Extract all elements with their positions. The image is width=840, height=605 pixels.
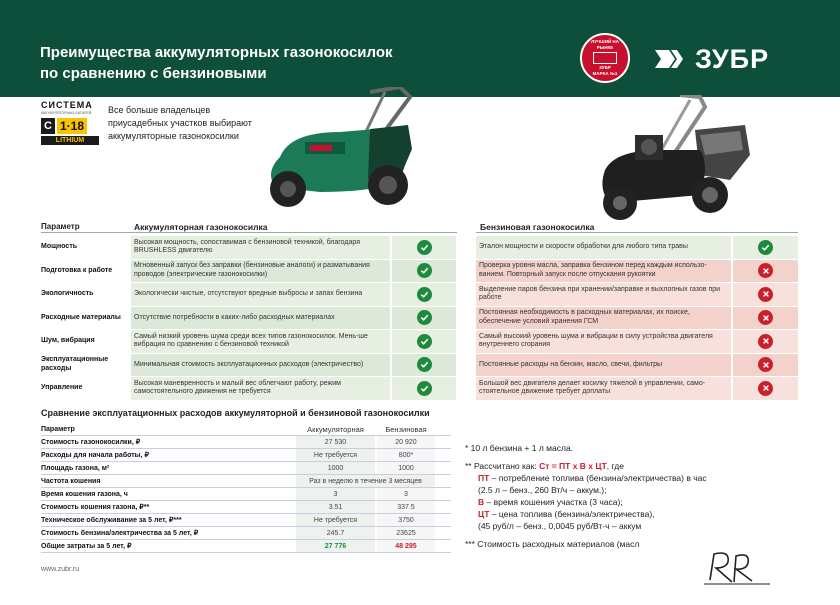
divider: [476, 232, 798, 233]
costs-table: [41, 423, 451, 553]
costs-row: Стоимость бензина/электричества за 5 лет, ₽ 245.7 23625: [41, 527, 451, 540]
costs-row: Общие затраты за 5 лет, ₽ 27 776 48 295: [41, 540, 451, 553]
petrol-icon-cell: [733, 330, 798, 353]
costs-title: Сравнение эксплуатационных расходов аккумуляторной и бензиновой газонокосилки: [41, 408, 430, 418]
petrol-icon-cell: [733, 283, 798, 306]
petrol-cell: Постоянные расходы на бензин, масло, свечи, фильтры: [476, 354, 731, 377]
brand-name: ЗУБР: [695, 43, 770, 74]
check-icon: [417, 334, 432, 349]
battery-cell: Минимальная стоимость эксплуатационных расходов (электричество): [131, 354, 390, 377]
cross-icon: [758, 334, 773, 349]
brand-logo-icon: [655, 48, 689, 70]
param-cell: Управление: [41, 384, 83, 391]
petrol-cell: Постоянная необходимость в расходных материалах, их поиске, обеспечение условий хранения ГСМ: [476, 307, 731, 330]
battery-cell: Мгновенный запуск без заправки (бензиновые аналоги) и разматывания проводов (электрические газонокосилки): [131, 260, 390, 283]
costs-header-row: Параметр Аккумуляторная Бензиновая: [41, 423, 451, 436]
param-cell: Подготовка к работе: [41, 266, 113, 274]
check-icon: [417, 287, 432, 302]
costs-row: Расходы для начала работы, ₽ Не требуется 800*: [41, 449, 451, 462]
battery-header: Аккумуляторная газонокосилка: [134, 222, 268, 232]
check-icon: [417, 310, 432, 325]
petrol-cell: Самый высокий уровень шума и вибрации в силу устройства двигателя внутреннего сгорания: [476, 330, 731, 353]
header-banner: [0, 0, 840, 97]
costs-row: Площадь газона, м² 1000 1000: [41, 462, 451, 475]
battery-cell: Высокая маневренность и малый вес облегчают работу, режим самостоятельного движения не требуется: [131, 377, 390, 400]
petrol-icon-cell: [733, 354, 798, 377]
signature-image: [702, 548, 772, 588]
costs-row: Техническое обслуживание за 5 лет, ₽*** Не требуется 3750: [41, 514, 451, 527]
cross-icon: [758, 287, 773, 302]
battery-icon-cell: [392, 260, 456, 283]
battery-icon-cell: [392, 354, 456, 377]
battery-icon-cell: [392, 307, 456, 330]
check-icon: [417, 263, 432, 278]
petrol-mower-image: [580, 95, 760, 223]
costs-row: Стоимость газонокосилки, ₽ 27 530 20 920: [41, 436, 451, 449]
costs-row: Время кошения газона, ч 3 3: [41, 488, 451, 501]
param-cell: Экологичность: [41, 290, 94, 297]
petrol-icon-cell: [733, 260, 798, 283]
petrol-cell: Выделение паров бензина при хранении/заправке и выхлопных газов при работе: [476, 283, 731, 306]
param-cell: Мощность: [41, 243, 78, 250]
footnote-3: *** Стоимость расходных материалов (масл: [465, 539, 640, 549]
param-header: Параметр: [41, 222, 80, 231]
cross-icon: [758, 357, 773, 372]
battery-cell: Экологически чистые, отсутствуют вредные выбросы и запах бензина: [131, 283, 390, 306]
costs-row: Частота кошения Раз в неделю в течение 3 месяцев: [41, 475, 451, 488]
intro-text: Все больше владельцев приусадебных участков выбирают аккумуляторные газонокосилки: [108, 105, 252, 141]
cross-icon: [758, 263, 773, 278]
battery-icon-cell: [392, 283, 456, 306]
petrol-cell: Эталон мощности и скорости обработки для любого типа травы: [476, 236, 731, 259]
petrol-icon-cell: [733, 377, 798, 400]
cross-icon: [758, 310, 773, 325]
petrol-cell: Большой вес двигателя делает косилку тяжелой в управлении, само-стоятельное движение требует доплаты: [476, 377, 731, 400]
check-icon: [417, 381, 432, 396]
footnote-1: * 10 л бензина + 1 л масла.: [465, 443, 574, 453]
check-icon: [417, 357, 432, 372]
petrol-cell: Проверка уровня масла, заправка бензином перед каждым использо-ванием. Повторный запуск после отпускания рукоятки: [476, 260, 731, 283]
quality-seal: ЛУЧШИЙ НА РЫНКЕ ЗУБР МАРКА №1: [580, 33, 630, 83]
title-line-1: Преимущества аккумуляторных газонокосилок: [40, 44, 393, 61]
battery-icon-cell: [392, 330, 456, 353]
battery-mower-image: [250, 87, 430, 217]
costs-row: Стоимость кошения газона, ₽** 3.51 337.5: [41, 501, 451, 514]
battery-icon-cell: [392, 236, 456, 259]
param-cell: Шум, вибрация: [41, 337, 95, 344]
battery-cell: Самый низкий уровень шума среди всех типов газонокосилок. Мень-ше вибрация по сравнению с бензиновой техникой: [131, 330, 390, 353]
petrol-icon-cell: [733, 236, 798, 259]
param-cell: Эксплуатационные расходы: [41, 356, 109, 372]
petrol-header: Бензиновая газонокосилка: [480, 222, 595, 232]
battery-cell: Высокая мощность, сопоставимая с бензиновой техникой, благодаря BRUSHLESS двигателю: [131, 236, 390, 259]
website-url: www.zubr.ru: [41, 566, 80, 573]
battery-icon-cell: [392, 377, 456, 400]
battery-system-badge: СИСТЕМА АККУМУЛЯТОРНЫХ БАТАРЕЙ С 1·18 LITHIUM: [41, 100, 99, 145]
brand-logo: [655, 43, 770, 74]
footnote-2: ** Рассчитано как: Ст = ПТ х В х ЦТ, где: [465, 461, 624, 471]
divider: [41, 232, 457, 233]
param-cell: Расходные материалы: [41, 313, 121, 321]
battery-cell: Отсутствие потребности в каких-либо расходных материалах: [131, 307, 390, 330]
page-title: [40, 42, 500, 84]
title-line-2: по сравнению с бензиновыми: [40, 65, 267, 82]
check-icon: [417, 240, 432, 255]
petrol-icon-cell: [733, 307, 798, 330]
footnotes: * 10 л бензина + 1 л масла. ** Рассчитано как: Ст = ПТ х В х ЦТ, где ПТ – потребление топлива (бензина/электричества) в час (2.5 л – бенз., 260 Вт/ч – аккум.); В – время кошения участка (3 часа); ЦТ – цена топлива (бензина/электричества), (45 руб/л – бенз., 0,0045 руб/Вт-ч – аккум *** Стоимость расходных материалов (масл: [465, 442, 715, 550]
cross-icon: [758, 381, 773, 396]
check-icon: [758, 240, 773, 255]
